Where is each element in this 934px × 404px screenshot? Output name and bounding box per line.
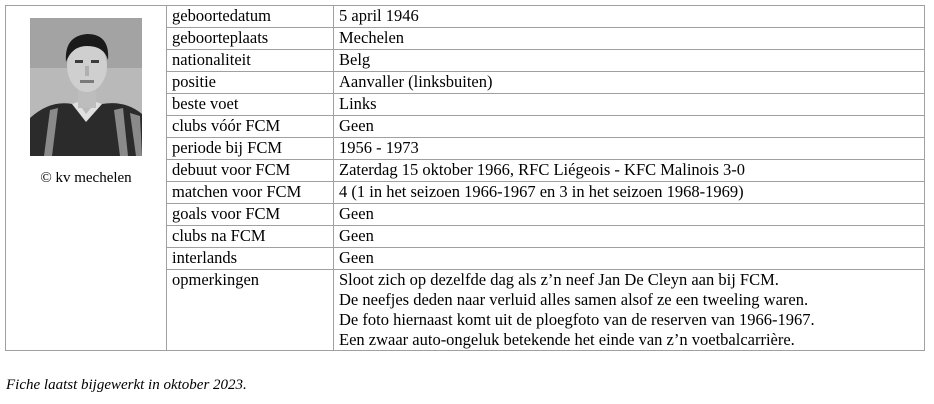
- label-goals-voor-fcm: goals voor FCM: [167, 204, 334, 226]
- value-nationaliteit: Belg: [334, 50, 925, 72]
- value-geboorteplaats: Mechelen: [334, 28, 925, 50]
- value-matchen-voor-fcm: 4 (1 in het seizoen 1966-1967 en 3 in het seizoen 1968-1969): [334, 182, 925, 204]
- label-positie: positie: [167, 72, 334, 94]
- photo-credit: © kv mechelen: [40, 170, 132, 186]
- photo-cell: [6, 6, 167, 351]
- opmerking-line: De foto hiernaast komt uit de ploegfoto van de reserven van 1966-1967.: [339, 310, 815, 329]
- label-geboorteplaats: geboorteplaats: [167, 28, 334, 50]
- label-opmerkingen: opmerkingen: [167, 270, 334, 351]
- value-positie: Aanvaller (linksbuiten): [334, 72, 925, 94]
- opmerking-line: De neefjes deden naar verluid alles samen alsof ze een tweeling waren.: [339, 290, 809, 309]
- value-clubs-voor-fcm: Geen: [334, 116, 925, 138]
- value-geboortedatum: 5 april 1946: [334, 6, 925, 28]
- value-clubs-na-fcm: Geen: [334, 226, 925, 248]
- value-goals-voor-fcm: Geen: [334, 204, 925, 226]
- label-periode-bij-fcm: periode bij FCM: [167, 138, 334, 160]
- label-interlands: interlands: [167, 248, 334, 270]
- label-clubs-voor-fcm: clubs vóór FCM: [167, 116, 334, 138]
- opmerking-line: Sloot zich op dezelfde dag als z’n neef Jan De Cleyn aan bij FCM.: [339, 270, 779, 289]
- opmerking-line: Een zwaar auto-ongeluk betekende het einde van z’n voetbalcarrière.: [339, 330, 795, 349]
- label-clubs-na-fcm: clubs na FCM: [167, 226, 334, 248]
- player-photo: [30, 18, 142, 156]
- value-debuut-voor-fcm: Zaterdag 15 oktober 1966, RFC Liégeois - KFC Malinois 3-0: [334, 160, 925, 182]
- label-nationaliteit: nationaliteit: [167, 50, 334, 72]
- label-beste-voet: beste voet: [167, 94, 334, 116]
- value-beste-voet: Links: [334, 94, 925, 116]
- value-opmerkingen: [334, 270, 925, 351]
- value-periode-bij-fcm: 1956 - 1973: [334, 138, 925, 160]
- label-debuut-voor-fcm: debuut voor FCM: [167, 160, 334, 182]
- player-fiche-table: [5, 5, 925, 351]
- label-geboortedatum: geboortedatum: [167, 6, 334, 28]
- table-row: [6, 6, 925, 28]
- footnote: Fiche laatst bijgewerkt in oktober 2023.: [6, 377, 247, 393]
- label-matchen-voor-fcm: matchen voor FCM: [167, 182, 334, 204]
- value-interlands: Geen: [334, 248, 925, 270]
